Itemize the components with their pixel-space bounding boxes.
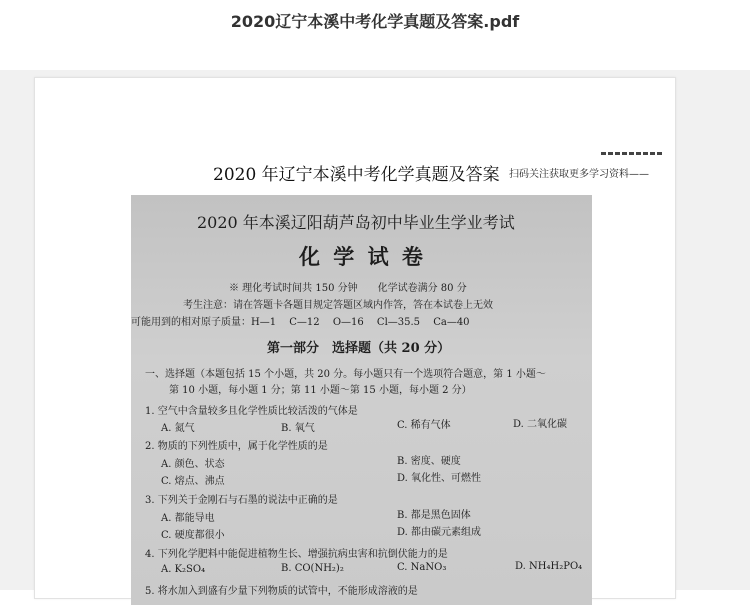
q2-option-b: B. 密度、硬度: [397, 456, 461, 467]
question-4: 4. 下列化学肥料中能促进植物生长、增强抗病虫害和抗倒伏能力的是: [145, 549, 448, 560]
pdf-viewer[interactable]: [0, 70, 750, 597]
pdf-page: [34, 77, 676, 599]
exam-info: ※ 理化考试时间共 150 分钟 化学试卷满分 80 分: [229, 283, 467, 294]
decorative-mark: [601, 152, 663, 155]
q4-option-a: A. K₂SO₄: [161, 564, 206, 575]
q1-option-b: B. 氧气: [281, 423, 315, 434]
section-instructions: 一、选择题（本题包括 15 个小题，共 20 分。每小题只有一个选项符合题意，第 1 小题～: [145, 369, 546, 380]
question-5: 5. 将水加入到盛有少量下列物质的试管中，不能形成溶液的是: [145, 586, 418, 597]
exam-name: 2020 年本溪辽阳葫芦岛初中毕业生学业考试: [197, 213, 515, 232]
q1-option-a: A. 氮气: [161, 423, 195, 434]
part-title: 第一部分 选择题（共 20 分）: [267, 341, 451, 356]
atomic-mass-line: 可能用到的相对原子质量：H—1 C—12 O—16 Cl—35.5 Ca—40: [131, 317, 470, 328]
document-heading: 2020 年辽宁本溪中考化学真题及答案: [213, 165, 500, 185]
q1-option-d: D. 二氧化碳: [513, 419, 568, 430]
scanned-exam-image: [131, 195, 592, 605]
question-3: 3. 下列关于金刚石与石墨的说法中正确的是: [145, 495, 338, 506]
question-1: 1. 空气中含量较多且化学性质比较活泼的气体是: [145, 406, 358, 417]
q4-option-c: C. NaNO₃: [397, 562, 447, 573]
file-title: 2020辽宁本溪中考化学真题及答案.pdf: [230, 12, 520, 31]
q3-option-d: D. 都由碳元素组成: [397, 527, 482, 538]
q4-option-b: B. CO(NH₂)₂: [281, 563, 344, 574]
section-instructions-cont: 第 10 小题，每小题 1 分；第 11 小题～第 15 小题，每小题 2 分）: [169, 385, 472, 396]
q2-option-d: D. 氧化性、可燃性: [397, 473, 482, 484]
exam-title: 化 学 试 卷: [299, 244, 426, 269]
question-2: 2. 物质的下列性质中，属于化学性质的是: [145, 441, 328, 452]
q2-option-c: C. 熔点、沸点: [161, 476, 225, 487]
qr-note: 扫码关注获取更多学习资料——: [509, 169, 649, 180]
q3-option-b: B. 都是黑色固体: [397, 510, 471, 521]
q4-option-d: D. NH₄H₂PO₄: [515, 561, 583, 572]
q3-option-c: C. 硬度都很小: [161, 530, 225, 541]
q2-option-a: A. 颜色、状态: [161, 459, 225, 470]
q3-option-a: A. 都能导电: [161, 513, 215, 524]
title-bar: [0, 0, 750, 70]
exam-notice: 考生注意：请在答题卡各题目规定答题区域内作答，答在本试卷上无效: [183, 300, 493, 311]
q1-option-c: C. 稀有气体: [397, 420, 451, 431]
